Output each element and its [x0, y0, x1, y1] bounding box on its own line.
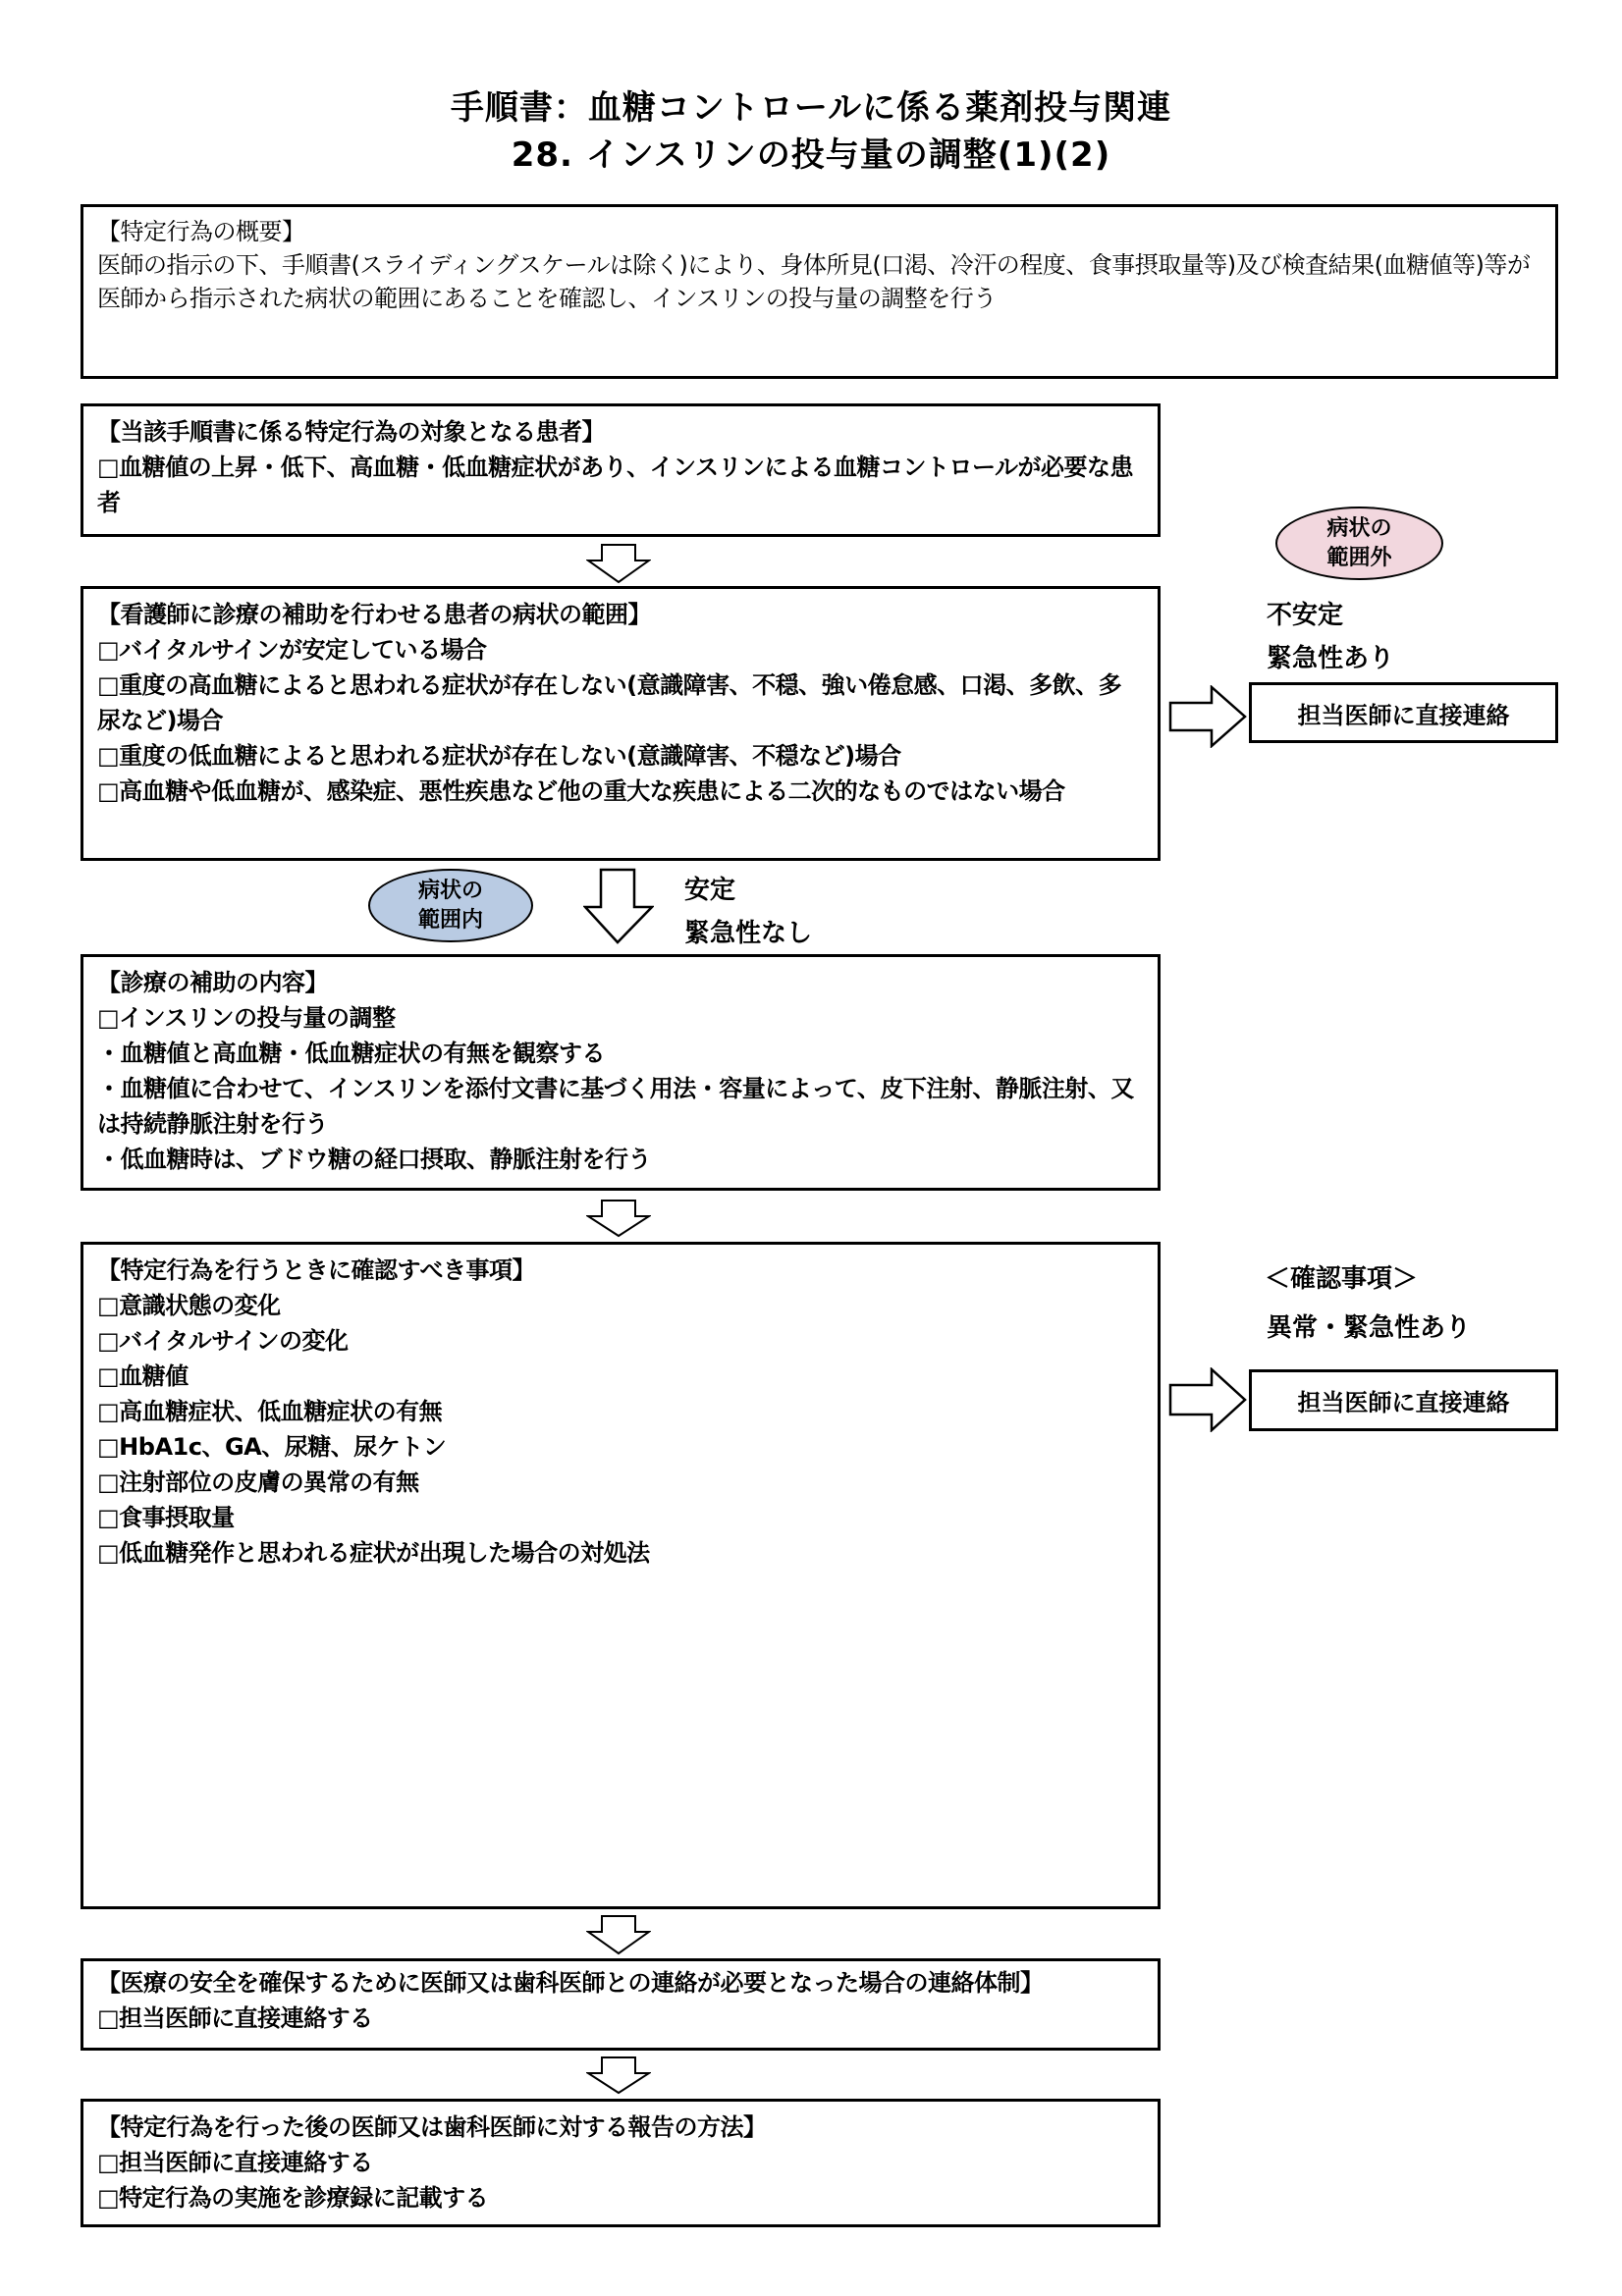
list-item: □特定行為の実施を診療録に記載する	[97, 2184, 489, 2212]
list-item: □インスリンの投与量の調整	[97, 1004, 396, 1032]
list-item: ・血糖値と高血糖・低血糖症状の有無を観察する	[97, 1040, 605, 1067]
list-item: ・低血糖時は、ブドウ糖の経口摂取、静脈注射を行う	[97, 1146, 651, 1173]
check-items-heading: 【特定行為を行うときに確認すべき事項】	[97, 1256, 536, 1284]
report-method-box	[81, 2099, 1161, 2227]
list-item: □HbA1c、GA、尿糖、尿ケトン	[97, 1433, 447, 1461]
condition-range-box	[81, 586, 1161, 861]
condition-range-heading: 【看護師に診療の補助を行わせる患者の病状の範囲】	[97, 601, 651, 628]
list-item: □注射部位の皮膚の異常の有無	[97, 1468, 419, 1496]
document-title: 手順書：血糖コントロールに係る薬剤投与関連	[450, 88, 1172, 128]
list-item: □バイタルサインの変化	[97, 1327, 349, 1355]
in-range-ellipse	[368, 869, 533, 942]
urgent-label: 緊急性あり	[1267, 644, 1395, 673]
ellipse-text: 範囲外	[1326, 545, 1392, 570]
down-arrow-icon	[586, 2056, 651, 2095]
list-item: □高血糖や低血糖が、感染症、悪性疾患など他の重大な疾患による二次的なものではない場合	[97, 777, 1065, 805]
ellipse-text: 病状の	[417, 878, 483, 903]
check-items-box	[81, 1242, 1161, 1909]
list-item: □高血糖症状、低血糖症状の有無	[97, 1398, 443, 1425]
list-item: □バイタルサインが安定している場合	[97, 636, 487, 664]
right-arrow-icon	[1168, 685, 1247, 748]
down-arrow-icon	[586, 1199, 651, 1238]
unstable-label: 不安定	[1267, 601, 1344, 630]
overview-text: 医師の指示の下、手順書(スライディングスケールは除く)により、身体所見(口渇、冷汗の程度、食事摂取量等)及び検査結果(血糖値等)等が医師から指示された病状の範囲にあることを確認し、インスリンの投与量の調整を行う	[97, 251, 1531, 312]
down-arrow-icon	[586, 543, 651, 584]
report-method-heading: 【特定行為を行った後の医師又は歯科医師に対する報告の方法】	[97, 2113, 767, 2141]
ellipse-text: 範囲内	[417, 907, 483, 933]
document-subtitle: 28. インスリンの投与量の調整(1)(2)	[511, 135, 1111, 175]
contact-doctor-box: 担当医師に直接連絡	[1249, 1369, 1558, 1431]
right-arrow-icon	[1168, 1367, 1247, 1432]
not-urgent-label: 緊急性なし	[684, 919, 813, 948]
assist-content-box	[81, 954, 1161, 1191]
contact-system-box	[81, 1958, 1161, 2051]
list-item: □低血糖発作と思われる症状が出現した場合の対処法	[97, 1539, 650, 1567]
contact-doctor-box: 担当医師に直接連絡	[1249, 682, 1558, 743]
overview-box	[81, 204, 1558, 379]
down-arrow-icon	[583, 868, 654, 944]
list-item: □血糖値	[97, 1362, 189, 1390]
list-item: □食事摂取量	[97, 1504, 235, 1531]
list-item: □意識状態の変化	[97, 1292, 281, 1319]
target-patients-heading: 【当該手順書に係る特定行為の対象となる患者】	[97, 418, 605, 446]
list-item: □重度の低血糖によると思われる症状が存在しない(意識障害、不穏など)場合	[97, 742, 901, 770]
list-item: □重度の高血糖によると思われる症状が存在しない(意識障害、不穏、強い倦怠感、口渇、多飲、多尿など)場合	[97, 671, 1122, 734]
down-arrow-icon	[586, 1914, 651, 1955]
ellipse-text: 病状の	[1326, 515, 1392, 541]
assist-content-heading: 【診療の補助の内容】	[97, 969, 328, 996]
overview-heading: 【特定行為の概要】	[97, 218, 305, 245]
target-patients-box	[81, 403, 1161, 537]
list-item: □血糖値の上昇・低下、高血糖・低血糖症状があり、インスリンによる血糖コントロールが必要な患者	[97, 454, 1133, 516]
list-item: ・血糖値に合わせて、インスリンを添付文書に基づく用法・容量によって、皮下注射、静脈注射、又は持続静脈注射を行う	[97, 1075, 1134, 1138]
contact-system-heading: 【医療の安全を確保するために医師又は歯科医師との連絡が必要となった場合の連絡体制】	[97, 1969, 1044, 1997]
check-side-heading: ＜確認事項＞	[1265, 1264, 1419, 1294]
out-of-range-ellipse	[1275, 507, 1443, 580]
list-item: □担当医師に直接連絡する	[97, 2004, 373, 2032]
stable-label: 安定	[684, 876, 736, 905]
list-item: □担当医師に直接連絡する	[97, 2149, 373, 2176]
abnormal-urgent-label: 異常・緊急性あり	[1267, 1313, 1472, 1343]
